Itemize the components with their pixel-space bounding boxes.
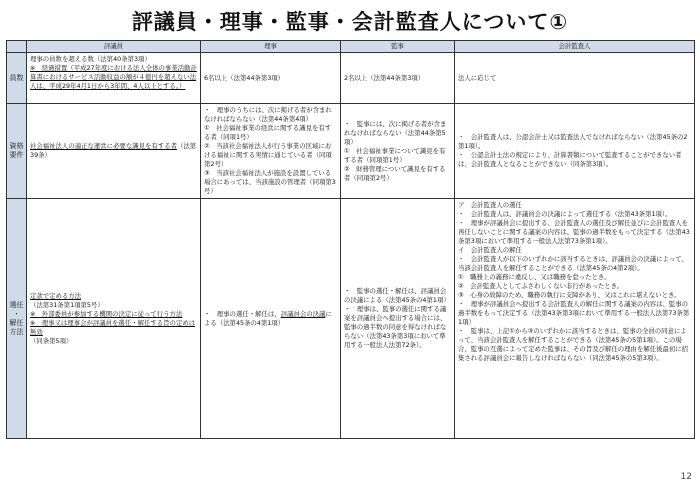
page-title: 評議員・理事・監事・会計監査人について① (131, 10, 569, 34)
row-label-qualification: 資格要件 (7, 104, 27, 199)
qualification-auditor: ・ 監事には、次に掲げる者が含まれなければならない（法第44条第5項） ① 社会福祉事業について識見を有する者（同項第1号） ② 財務管理について識見を有する者（同項第2号） (341, 104, 455, 199)
row-label-election: 選任 ・ 解任 方法 (7, 199, 27, 439)
election-accounting-auditor: ア 会計監査人の選任 ・ 会計監査人は、評議員会の決議によって選任する（法第43条第1項）。 ・ 理事が評議員会に提出する、会計監査人の選任及び解任並びに会計監査人を再任しないことに関する議案の内容は、監事の過半数をもって決定する（法第43条第3項において準用する一般法人法第73条第1項）。 イ 会計監査人の解任 ・ 会計監査人が以下のいずれかに該当するときは、評議員会の決議によって、当該会計監査人を解任することができる（法第45条の4第2項）。 ① 職務上の義務に違反し、又は職務を怠ったとき。 ② 会計監査人としてふさわしくない非行があったとき。 ③ 心身の故障のため、職務の執行に支障があり、又はこれに堪えないとき。 ・ 理事が評議員会へ提出する会計監査人の解任に関する議案の内容は、監事の過半数をもって決定する（法第43条第3項において準用する一般法人法第73条第1項） ・ 監事は、上記①から③のいずれかに該当するときは、監事の全員の同意によって、当該会計監査人を解任することができる（法第45条の5第1項）。この場合、監事の互選によって定めた監事は、その旨及び解任の理由を解任後最初に招集される評議員会に報告しなければならない（同法第45条の5第3項）。 (455, 199, 695, 439)
header-accounting-auditor: 会計監査人 (455, 41, 695, 53)
qualification-councilor: 社会福祉法人の適正な運営に必要な識見を有する者（法第39条） (27, 104, 201, 199)
header-auditor: 監事 (341, 41, 455, 53)
corner-cell (7, 41, 27, 53)
election-councilor: 定款で定める方法 （法第31条第1項第5号） ※ 外部委員が参加する機関の決定に従って行う方法 ※ 理事又は理事会が評議員を選任・解任する旨の定めは無効 （同条第5項） (27, 199, 201, 439)
election-director: ・ 理事の選任・解任は、評議員会の決議による（法第45条の4第1項） (201, 199, 341, 439)
qualification-director: ・ 理事のうちには、次に掲げる者が含まれなければならない（法第44条第4項） ① 社会福祉事業の経営に関する識見を有する者（同項1号） ② 当該社会福祉法人が行う事業の区域における福祉に関する実情に通じている者（同項第2号） ③ 当該社会福祉法人が施設を設置している場合にあっては、当該施設の管理者（同項第3号） (201, 104, 341, 199)
header-councilor: 評議員 (27, 41, 201, 53)
page-number: 12 (680, 472, 692, 482)
row-count (7, 53, 695, 104)
comparison-table (6, 40, 695, 439)
count-director: 6名以上（法第44条第3項） (201, 53, 341, 104)
row-qualification (7, 104, 695, 199)
header-row (7, 41, 695, 53)
row-election (7, 199, 695, 439)
election-auditor: ・ 監事の選任・解任は、評議員会の決議による（法第45条の4第1項） ・ 理事は、監事の選任に関する議案を評議員会へ提出する場合には、監事の過半数の同意を得なければならない（法第43条第3項において準用する一般法人法第72条）。 (341, 199, 455, 439)
row-label-count: 員数 (7, 53, 27, 104)
count-auditor: 2名以上（法第44条第3項） (341, 53, 455, 104)
count-councilor: 理事の員数を超える数（法第40条第3項） ※ 経過措置（平成27年度における法人全体の事業活動計算書におけるサービス活動収益の額が４億円を超えない法人は、平成29年4月1日から3年間、4人以上とする。） (27, 53, 201, 104)
header-director: 理事 (201, 41, 341, 53)
qualification-accounting-auditor: ・ 会計監査人は、公認会計士又は監査法人でなければならない（法第45条の2第1項）。 ・ 公認会計士法の規定により、計算書類について監査することができない者は、会計監査人となることができない（同条第3項）。 (455, 104, 695, 199)
count-accounting-auditor: 法人に応じて (455, 53, 695, 104)
